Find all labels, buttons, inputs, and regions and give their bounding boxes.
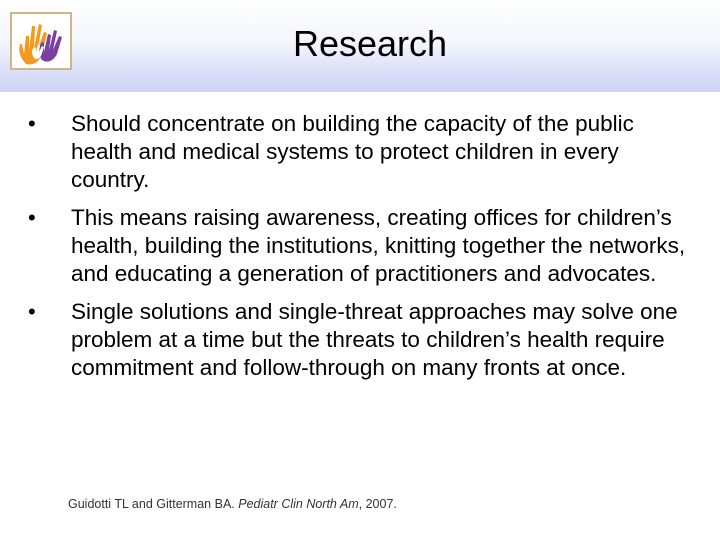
bullet-dot: • xyxy=(28,299,36,324)
bullet-text: Single solutions and single-threat approaches may solve one problem at a time but the threats to children’s health require commitment and follow-through on many fronts at once. xyxy=(71,299,678,380)
citation xyxy=(68,497,397,511)
citation-year: , 2007. xyxy=(358,497,397,511)
slide-header xyxy=(0,0,720,92)
bullet-text: This means raising awareness, creating offices for children’s health, building the institutions, knitting together the networks, and educating a generation of practitioners and advocates. xyxy=(71,205,686,286)
bullet-item xyxy=(28,298,696,382)
citation-authors: Guidotti TL and Gitterman BA. xyxy=(68,497,235,511)
bullet-text: Should concentrate on building the capacity of the public health and medical systems to protect children in every country. xyxy=(71,111,634,192)
bullet-dot: • xyxy=(28,205,36,230)
bullet-item xyxy=(28,204,696,288)
slide-title: Research xyxy=(292,23,448,64)
hands-logo-icon xyxy=(10,12,72,70)
bullet-list xyxy=(28,110,696,392)
bullet-dot: • xyxy=(28,111,36,136)
citation-journal: Pediatr Clin North Am xyxy=(238,497,359,511)
bullet-item xyxy=(28,110,696,194)
hands-logo-graphic xyxy=(12,14,70,68)
